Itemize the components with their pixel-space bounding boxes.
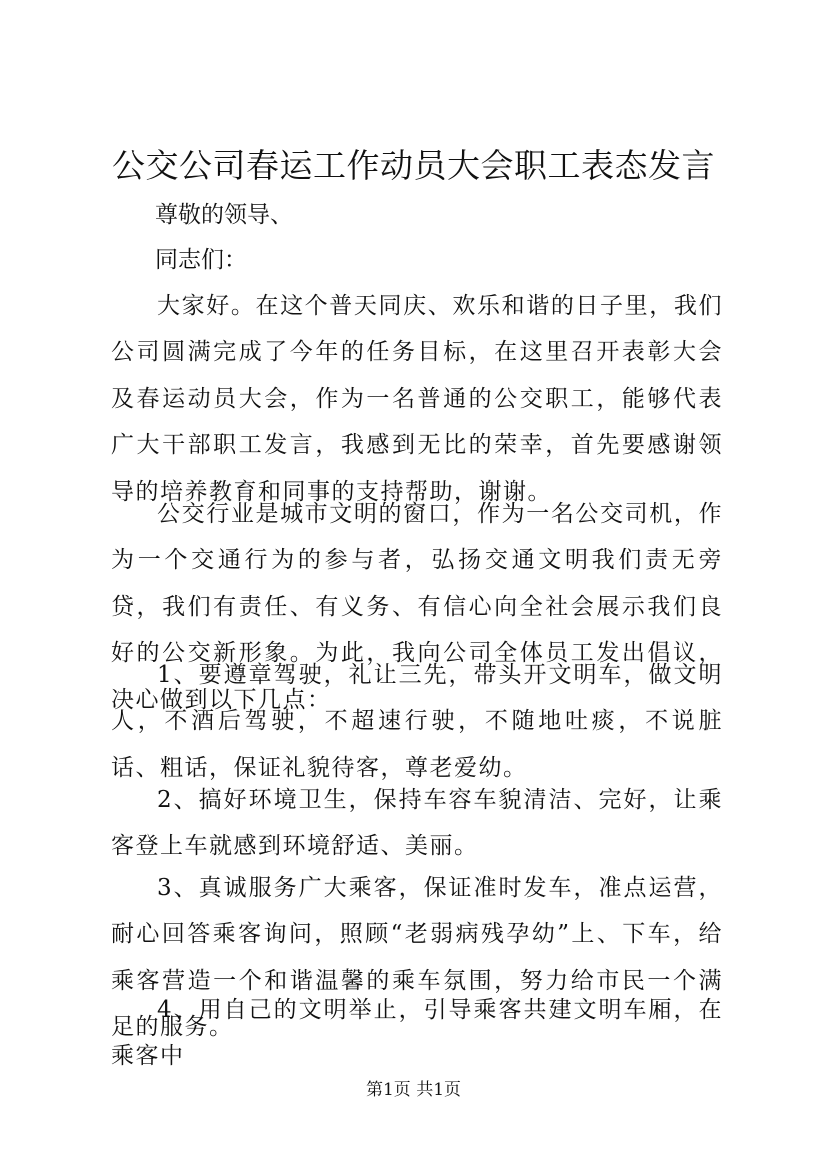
paragraph-point-1: 1、要遵章驾驶，礼让三先，带头开文明车，做文明人，不酒后驾驶，不超速行驶，不随地吐痰，不说脏话、粗话，保证礼貌待客，尊老爱幼。 [111, 662, 723, 781]
paragraph-point-3: 3、真诚服务广大乘客，保证准时发车，准点运营，耐心回答乘客询问，照顾“老弱病残孕幼”上、下车，给乘客营造一个和谐温馨的乘车氛围，努力给市民一个满足的服务。 [111, 875, 723, 1041]
salutation-line-1: 尊敬的领导、 [155, 202, 293, 228]
page-number-footer: 第1页 共1页 [365, 1080, 462, 1100]
paragraph-greeting: 大家好。在这个普天同庆、欢乐和谐的日子里，我们公司圆满完成了今年的任务目标，在这里召开表彰大会及春运动员大会，作为一名普通的公交职工，能够代表广大干部职工发言，我感到无比的荣幸，首先要感谢领导的培养教育和同事的支持帮助，谢谢。 [111, 293, 723, 505]
paragraph-point-2: 2、搞好环境卫生，保持车容车貌清洁、完好，让乘客登上车就感到环境舒适、美丽。 [111, 787, 723, 860]
document-title: 公交公司春运工作动员大会职工表态发言 [112, 146, 715, 185]
salutation-line-2: 同志们： [155, 247, 247, 273]
paragraph-initiative: 公交行业是城市文明的窗口，作为一名公交司机，作为一个交通行为的参与者，弘扬交通文明我们责无旁贷，我们有责任、有义务、有信心向全社会展示我们良好的公交新形象。为此，我向公司全体员工发出倡议，决心做到以下几点： [111, 501, 723, 713]
paragraph-point-4: 4、用自己的文明举止，引导乘客共建文明车厢，在乘客中 [111, 997, 723, 1070]
